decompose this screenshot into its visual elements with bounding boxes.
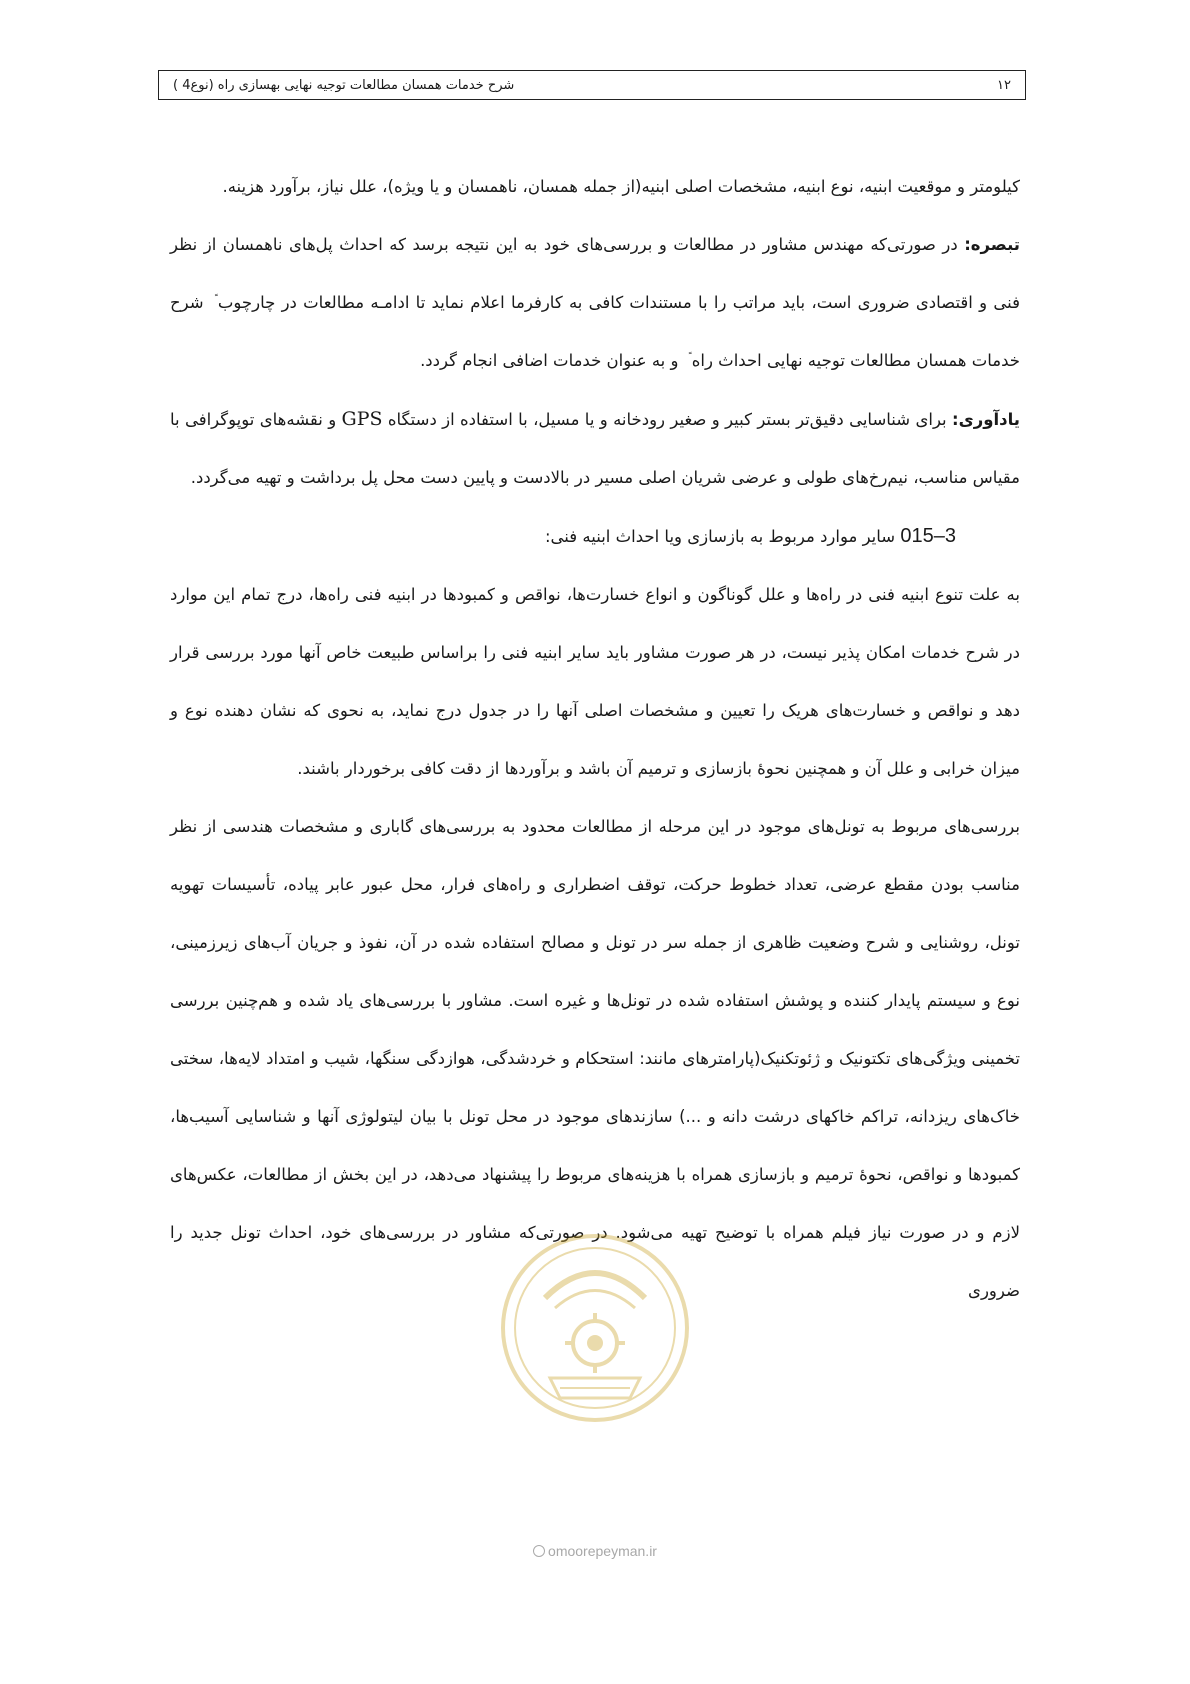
paragraph-text: در صورتی‌که مهندس مشاور در مطالعات و بررسی‌های خود به این نتیجه برسد که احداث پل‌های ناهمسان از نظر فنی و اقتصادی ضروری است، باید مراتب را با مستندات کافی به کارفرما اعلام نماید تا ادامـه مطالعات در چارچوب [170,235,1021,312]
paragraph-structures-list [170,158,1020,216]
note-label: تبصره: [964,235,1020,254]
page-header [158,70,1026,100]
paragraph-text: به علت تنوع ابنیه فنی در راه‌ها و علل گوناگون و انواع خسارت‌ها، نواقص و کمبودها در ابنیه فنی راه‌ها، درج تمام این موارد در شرح خدمات امکان پذیر نیست، در هر صورت مشاور باید سایر ابنیه فنی را براساس طبیعت خاص آنها مورد بررسی قرار دهد و نواقص و خسارت‌های هریک را تعیین و مشخصات اصلی آنها را در جدول درج نماید، به نحوی که نشان دهنده نوع و میزان خرابی و علل آن و همچنین نحوهٔ بازسازی و ترمیم آن باشد و برآوردها از دقت کافی برخوردار باشند. [170,585,1020,778]
reminder-label: یادآوری: [952,410,1020,429]
paragraph-tunnels [170,798,1020,1320]
paragraph-text: شرح خدمات همسان مطالعات توجیه نهایی احداث راه [170,293,1020,370]
paragraph-note [170,216,1020,390]
watermark-globe-icon [533,1545,545,1557]
section-title: سایر موارد مربوط به بازسازی ویا احداث ابنیه فنی: [544,527,901,546]
paragraph-text: و نقشه‌های توپوگرافی با مقیاس مناسب، نیم‌رخ‌های طولی و عرضی شریان اصلی مسیر در بالادست و پایین دست محل پل برداشت و تهیه می‌گردد. [170,410,1020,487]
gps-term: GPS [341,408,383,430]
paragraph-text: بررسی‌های مربوط به تونل‌های موجود در این مرحله از مطالعات محدود به بررسی‌های گاباری و مشخصات هندسی از نظر مناسب بودن مقطع عرضی، تعداد خطوط حرکت، توقف اضطراری و راه‌های فرار، محل عبور عابر پیاده، تأسیسات تهویه تونل، روشنایی و شرح وضعیت ظاهری از جمله سر در تونل و مصالح استفاده شده در آن، نفوذ و جریان آب‌های زیرزمینی، نوع و سیستم پایدار کننده و پوشش استفاده شده در تونل‌ها و غیره است. مشاور با بررسی‌های یاد شده و هم‌چنین بررسی تخمینی ویژگی‌های تکتونیک و ژئوتکنیک(پارامترهای مانند: استحکام و خردشدگی، هوازدگی سنگها، شیب و امتداد لایه‌ها، سختی خاک‌های ریزدانه، تراکم خاکهای درشت دانه و ...) سازندهای موجود در محل تونل با بیان لیتولوژی آنها و شناسایی آسیب‌ها، کمبودها و نواقص، نحوهٔ ترمیم و بازسازی همراه با هزینه‌های مربوط را پیشنهاد می‌دهد، در این بخش از مطالعات، عکس‌های لازم و در صورت نیاز فیلم همراه با توضیح تهیه می‌شود. در صورتی‌که مشاور در بررسی‌های خود، احداث تونل جدید را ضروری [170,817,1020,1300]
paragraph-text: و به عنوان خدمات اضافی انجام گردد. [420,351,684,370]
paragraph-text: برای شناسایی دقیق‌تر بستر کبیر و صغیر رودخانه و یا مسیل، با استفاده از دستگاه [382,410,952,429]
paragraph-text: کیلومتر و موقعیت ابنیه، نوع ابنیه، مشخصات اصلی ابنیه(از جمله همسان، ناهمسان و یا ویژه)، علل نیاز، برآورد هزینه. [222,177,1020,196]
watermark-url-text: omoorepeyman.ir [548,1543,657,1559]
paragraph-structures-other [170,566,1020,798]
page-number: ۱۲ [997,77,1011,93]
header-title: شرح خدمات همسان مطالعات توجیه نهایی بهسازی راه (نوع4 ) [173,77,515,93]
document-body [170,158,1020,1320]
watermark-url [495,1543,695,1559]
paragraph-reminder [170,390,1020,507]
section-heading [170,507,1020,566]
section-number: 3–015 [900,525,956,547]
